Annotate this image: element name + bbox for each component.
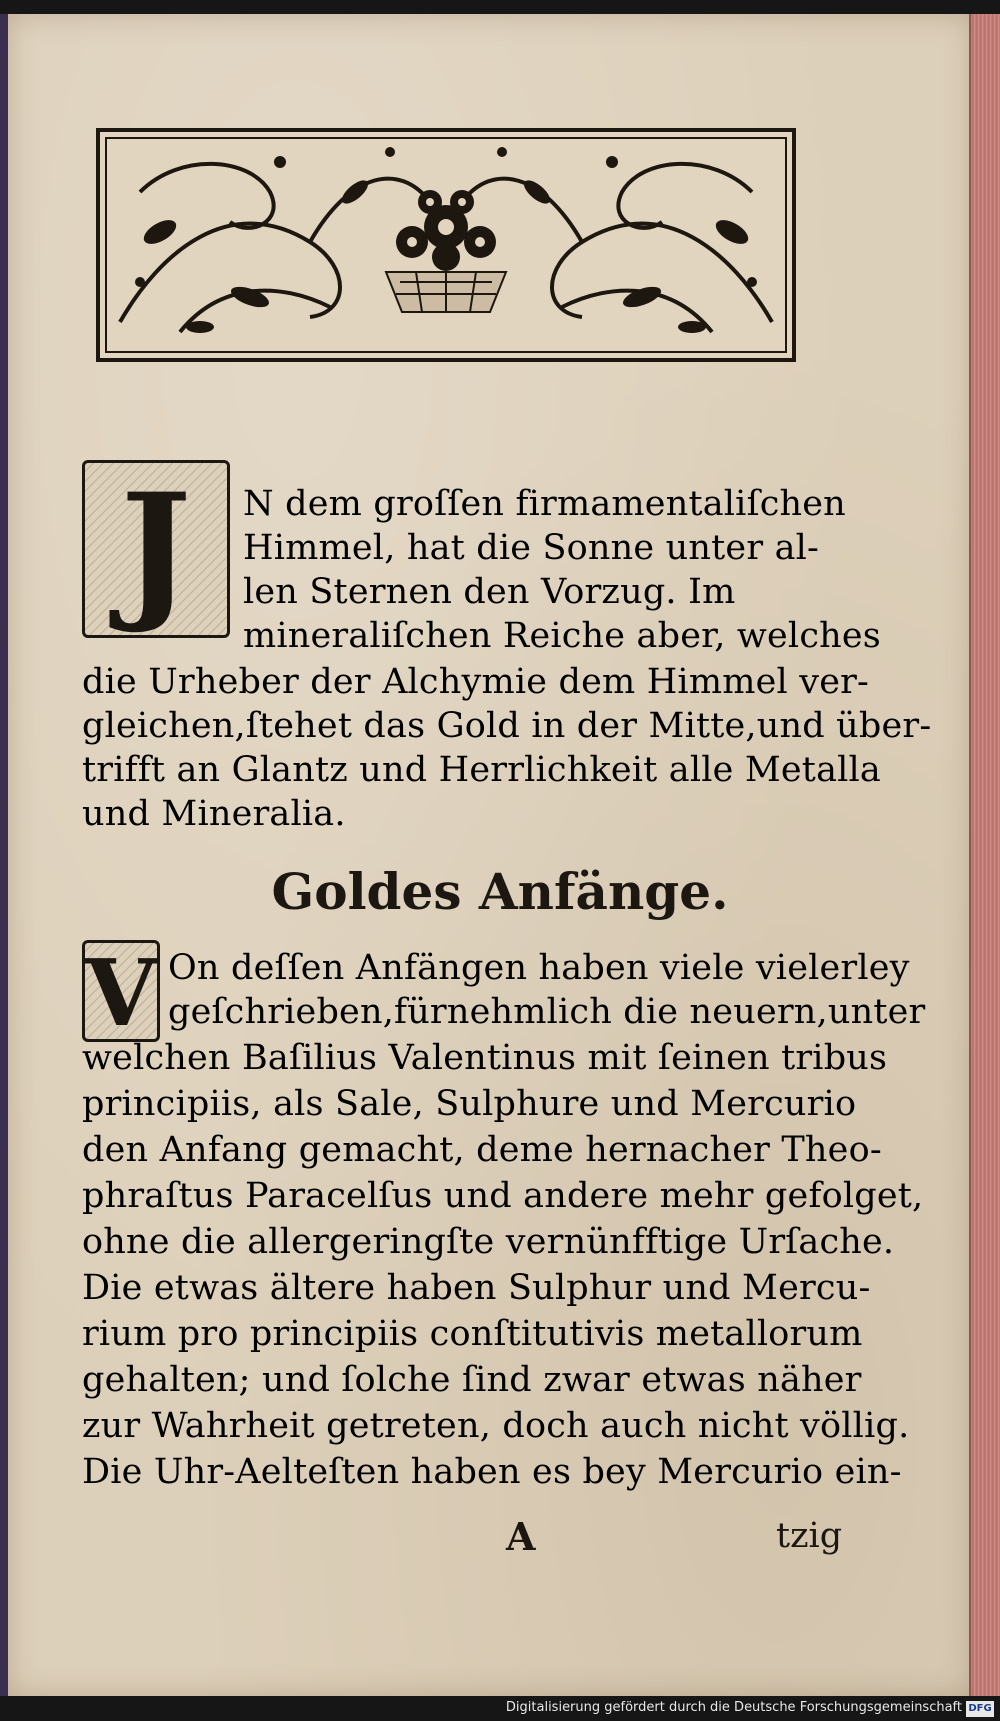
page-edges-stack xyxy=(969,14,1000,1696)
dfg-logo-icon: DFG xyxy=(966,1701,994,1717)
floral-basket-ornament-icon xyxy=(100,132,792,358)
text-line: den Anfang gemacht, deme hernacher Theo- xyxy=(82,1130,882,1170)
text-line: welchen Baſilius Valentinus mit ſeinen tribus xyxy=(82,1038,888,1078)
text-line: phraſtus Paracelſus und andere mehr gefolget, xyxy=(82,1176,924,1216)
footer-bar xyxy=(0,1698,1000,1721)
text-line: Himmel, hat die Sonne unter al- xyxy=(243,528,820,568)
catchword: tzig xyxy=(776,1516,843,1556)
text-line: N dem groſſen firmamentaliſchen xyxy=(243,484,846,524)
text-line: gehalten; und ſolche ſind zwar etwas näher xyxy=(82,1360,862,1400)
text-line: rium pro principiis conſtitutivis metallorum xyxy=(82,1314,863,1354)
text-line: die Urheber der Alchymie dem Himmel ver- xyxy=(82,662,870,702)
text-line: geſchrieben,fürnehmlich die neuern,unter xyxy=(168,992,926,1032)
text-line: principiis, als Sale, Sulphure und Mercurio xyxy=(82,1084,857,1124)
section-heading: Goldes Anfänge. xyxy=(271,862,729,921)
decorative-initial-1: J xyxy=(82,460,230,638)
text-line: Die Uhr-Aelteſten haben es bey Mercurio ein- xyxy=(82,1452,902,1492)
text-line: gleichen,ſtehet das Gold in der Mitte,und über- xyxy=(82,706,932,746)
text-line: ohne die allergeringſte vernünfftige Urſache. xyxy=(82,1222,895,1262)
text-line: On deſſen Anfängen haben viele vielerley xyxy=(168,948,910,988)
text-line: und Mineralia. xyxy=(82,794,346,834)
decorative-initial-2: V xyxy=(82,940,160,1042)
signature-mark: A xyxy=(506,1514,536,1559)
funding-credit: Digitalisierung gefördert durch die Deutsche Forschungsgemeinschaft xyxy=(505,1700,962,1715)
text-line: len Sternen den Vorzug. Im xyxy=(243,572,736,612)
text-line: zur Wahrheit getreten, doch auch nicht völlig. xyxy=(82,1406,910,1446)
text-line: trifft an Glantz und Herrlichkeit alle Metalla xyxy=(82,750,881,790)
text-line: Die etwas ältere haben Sulphur und Mercu- xyxy=(82,1268,871,1308)
text-line: mineraliſchen Reiche aber, welches xyxy=(243,616,881,656)
ornamental-headpiece xyxy=(96,128,796,362)
